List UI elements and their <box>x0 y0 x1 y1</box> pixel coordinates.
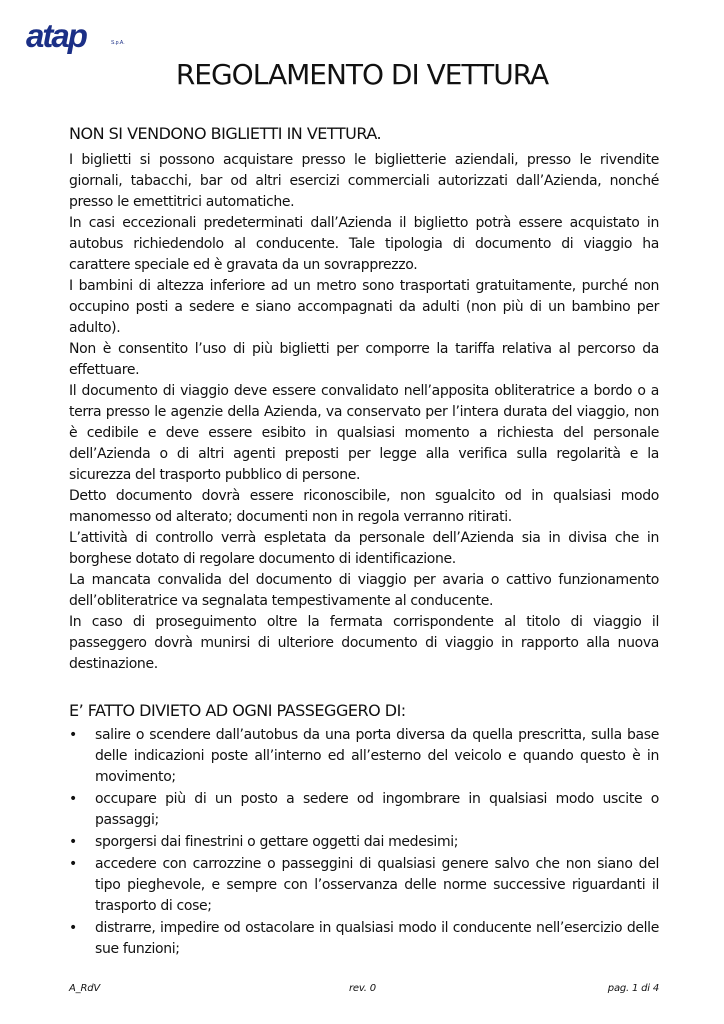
list-item <box>69 832 659 853</box>
list-item <box>69 854 659 917</box>
paragraph: L’attività di controllo verrà espletata da personale dell’Azienda sia in divisa che in borghese dotato di regolare documento di identificazione. <box>69 530 659 567</box>
list-item-text: salire o scendere dall’autobus da una porta diversa da quella prescritta, sulla base delle indicazioni poste all’interno ed all’esterno del veicolo e quando questo è in movimento; <box>95 727 659 785</box>
list-item-text: sporgersi dai finestrini o gettare oggetti dai medesimi; <box>95 834 459 850</box>
paragraph: Non è consentito l’uso di più biglietti per comporre la tariffa relativa al percorso da effettuare. <box>69 341 659 378</box>
document-code: A_RdV <box>69 983 100 994</box>
paragraph: In caso di proseguimento oltre la fermata corrispondente al titolo di viaggio il passeggero dovrà munirsi di ulteriore documento di viaggio in rapporto alla nuova destinazione. <box>69 614 659 672</box>
section-heading-prohibitions: E’ FATTO DIVIETO AD OGNI PASSEGGERO DI: <box>69 701 406 720</box>
paragraph: I bambini di altezza inferiore ad un metro sono trasportati gratuitamente, purché non occupino posti a sedere e siano accompagnati da adulti (non più di un bambino per adulto). <box>69 278 659 336</box>
tickets-section-body <box>69 150 659 675</box>
paragraph: Detto documento dovrà essere riconoscibile, non sgualcito od in qualsiasi modo manomesso od alterato; documenti non in regola verranno ritirati. <box>69 488 659 525</box>
paragraph: I biglietti si possono acquistare presso le biglietterie aziendali, presso le rivendite giornali, tabacchi, bar od altri esercizi commerciali autorizzati dall’Azienda, nonché presso le emettitrici automatiche. <box>69 152 659 210</box>
atap-logo <box>26 17 125 54</box>
revision-label: rev. 0 <box>349 983 376 994</box>
bullet-icon: • <box>69 920 77 936</box>
list-item-text: accedere con carrozzine o passeggini di qualsiasi genere salvo che non siano del tipo pieghevole, e sempre con l’osservanza delle norme successive riguardanti il trasporto di cose; <box>95 856 659 914</box>
bullet-icon: • <box>69 727 77 743</box>
paragraph: Il documento di viaggio deve essere convalidato nell’apposita obliteratrice a bordo o a terra presso le agenzie della Azienda, va conservato per l’intera durata del viaggio, non è cedibile e deve essere esibito in qualsiasi momento a richiesta del personale dell’Azienda o di altri agenti preposti per legge alla verifica sulla regolarità e la sicurezza del trasporto pubblico di persone. <box>69 383 659 483</box>
list-item <box>69 725 659 788</box>
list-item-text: distrarre, impedire od ostacolare in qualsiasi modo il conducente nell’esercizio delle sue funzioni; <box>95 920 659 957</box>
prohibitions-list <box>69 725 659 961</box>
list-item-text: occupare più di un posto a sedere od ingombrare in qualsiasi modo uscite o passaggi; <box>95 791 659 828</box>
list-item <box>69 918 659 960</box>
paragraph: In casi eccezionali predeterminati dall’Azienda il biglietto potrà essere acquistato in autobus richiedendolo al conducente. Tale tipologia di documento di viaggio ha carattere speciale ed è gravata da un sovrapprezzo. <box>69 215 659 273</box>
document-title: REGOLAMENTO DI VETTURA <box>175 58 549 91</box>
page-footer <box>69 983 659 999</box>
paragraph: La mancata convalida del documento di viaggio per avaria o cattivo funzionamento dell’obliteratrice va segnalata tempestivamente al conducente. <box>69 572 659 609</box>
section-heading-tickets: NON SI VENDONO BIGLIETTI IN VETTURA. <box>69 124 382 143</box>
logo-wordmark: atap <box>26 17 86 54</box>
list-item <box>69 789 659 831</box>
bullet-icon: • <box>69 791 77 807</box>
logo-suffix: S.p.A. <box>111 40 125 46</box>
bullet-icon: • <box>69 834 77 850</box>
page-number: pag. 1 di 4 <box>607 983 659 994</box>
bullet-icon: • <box>69 856 77 872</box>
